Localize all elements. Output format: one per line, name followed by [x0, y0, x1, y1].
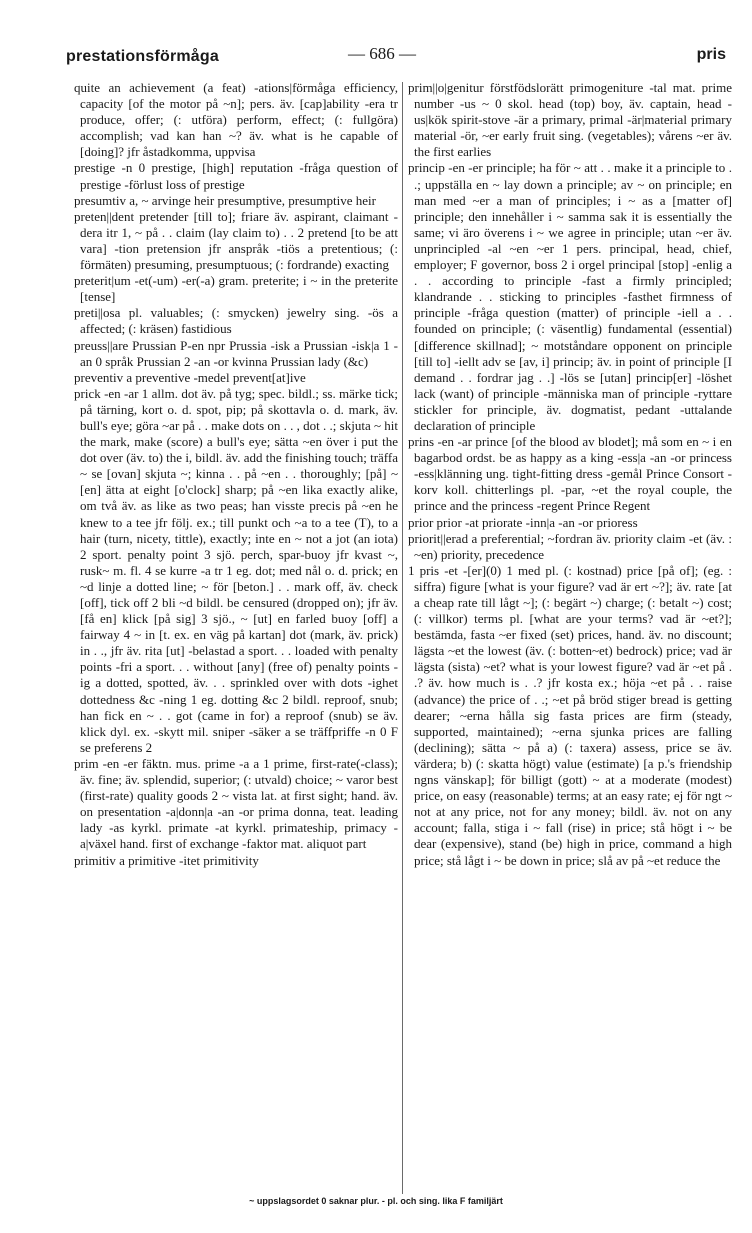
dictionary-entry: 1 pris -et -[er](0) 1 med pl. (: kostnad) price [på of]; (eg. : siffra) figure [what is your figure? vad är ert ~?]; äv. rate [at a cheap rate till lågt ~]; (: begärt ~) charge; (: betalt ~) cost; (: villkor) terms pl. [what are your terms? vad är ~et?]; bestämda, fasta ~er fixed (set) prices, hand. äv. no discount; lägsta ~et the lowest (äv. (: botten~et) bedrock) price; vad är lägsta (sista) ~et? what is your lowest figure? vad är ~et på . .? äv. how much is . .? jfr kosta ex.; höja ~et på . . raise (advance) the price of . .; ~et på bröd stiger bread is getting dearer; ~erna hålla sig fasta prices are firm (steady, supported, maintained); ~erna sjunka prices are falling (declining); sätta ~ på a) (: taxera) assess, price se äv. värdera; b) (: skatta högt) value (estimate) [a p.'s friendship ngns vänskap]; för billigt (gott) ~ at a moderate (modest) price, on easy (reasonable) terms; at an easy rate; ej för ngt ~ not at any price, not for any money; bildl. äv. not on any account; falla, stiga i ~ fall (rise) in price; stå högt i ~ be dear (expensive), stand (be) high in price, command a high price; stå lågt i ~ be down in price; slå av på ~et reduce the: [408, 562, 732, 868]
dictionary-entry: preuss||are Prussian P-en npr Prussia -isk a Prussian -isk|a 1 -an 0 språk Prussian 2 -an -or kvinna Prussian lady (&c): [74, 337, 398, 369]
dictionary-entry: presumtiv a, ~ arvinge heir presumptive, presumptive heir: [74, 192, 376, 208]
column-divider: [402, 82, 403, 1194]
dictionary-entry: preti||osa pl. valuables; (: smycken) jewelry sing. -ös a affected; (: kräsen) fastidious: [74, 305, 398, 337]
dictionary-entry: prick -en -ar 1 allm. dot äv. på tyg; spec. bildl.; ss. märke tick; på tärning, kort o. d. spot, pip; på skottavla o. d. mark, äv. bull's eye; göra ~ar på . . make dots on . . , dot . .; skjuta ~ hit the mark, make (score) a bull's eye; sätta ~en över i put the dot over (äv. to) the i, bildl. äv. add the finishing touch; träffa ~ se [ovan] skjuta ~; kinna . . på ~en . . thoroughly; [på] ~[en] ätta at eight [o'clock] sharp; på ~en lika exactly alike, om två äv. as like as two peas; han visste precis på ~en he knew to a tee jfr följ. ex.; till punkt och ~a to a tee (T), to a hair (turn, nicety, tittle), exactly; inte en ~ not a jot (an iota) 2 sport. penalty point 3 sjö. perch, spar-buoy jfr kvast ~, rusk~ m. fl. 4 se kurre -a tr 1 eg. dot; med nål o. d. prick; en ~d linje a dotted line; ~ för [beton.] . . mark off, äv. check [off], tick off 2 bli ~d bildl. be censured (dropped on); jfr äv. [få en] klick [på sig] 3 sjö., ~ [ut] en farled buoy [off] a fairway 4 ~ in [t. ex. en väg på kartan] dot (mark, äv. prick) in . ., jfr äv. rita [ut] -belastad a sport. . . loaded with penalty points -fri a sport. . . without [any] (free of) penalty points -ig a dotted, spotted, äv. . . sprinkled over with dots -ighet dottedness &c -ning 1 eg. dotting &c 2 bildl. reproof, snub; han fick en ~ . . got (came in for) a reproof (snub) se äv. klick dyl. ex. -skytt mil. sniper -säker a se träffpriffe -n 0 F se preferens 2: [74, 385, 398, 755]
dictionary-entry: preten||dent pretender [till to]; friare äv. aspirant, claimant -dera itr 1, ~ på . . claim (lay claim to) . . 2 pretend [to be att vara] -tion pretension jfr anspråk -tiös a pretentious; (: förmäten) presuming, presumptuous; (: fordrande) exacting: [74, 208, 398, 273]
dictionary-entry: princip -en -er principle; ha för ~ att . . make it a principle to . .; uppställa en ~ lay down a principle; av ~ on principle; en man med ~er a man of principles; i ~ as a [matter of] principle; den innehåller i ~ samma sak it is essentially the same; vi äro överens i ~ we agree in principle; utan ~er äv. unprincipled -al ~en ~er 1 pers. principal, head, chief, employer; F governor, boss 2 i orgel principal [stop] -enlig a . . according to principle -fast a firmly principled; klandrande . . sticking to principles -fasthet firmness of principle -fråga question (matter) of principle -iell a . . founded on principle; (: väsentlig) fundamental (essential) [difference skillnad]; ~ motståndare opponent on principle [till to] -iellt adv se [av, i] princip; äv. in point of principle [I demand . . fordrar jag . .] -lös se [utan] princip[er] -löshet lack (want) of principle -människa man of principle -ryttare stickler for principle, äv. dogmatist, pedant -uttalande declaration of principle: [408, 160, 732, 433]
dictionary-entry: prins -en -ar prince [of the blood av blodet]; må som en ~ i en bagarbod ordst. be as happy as a king -ess|a -an -or princess -ess|klänning ung. tight-fitting dress -gemål Prince Consort -korv koll. chitterlings pl. -par, ~et the royal couple, the prince and the princess -regent Prince Regent: [408, 434, 732, 514]
dictionary-entry: prior prior -at priorate -inn|a -an -or prioress: [408, 514, 638, 530]
page-number: — 686 —: [348, 44, 416, 63]
abbreviation-legend: ~ uppslagsordet 0 saknar plur. - pl. och sing. lika F familjärt: [249, 1196, 503, 1206]
running-head-right: pris: [696, 46, 726, 63]
dictionary-entry: prim||o|genitur förstfödslorätt primogeniture -tal mat. prime number -us ~ 0 skol. head (top) boy, äv. captain, head -us|kök spirit-stove -är a primary, primal -är|material primary material -ör, ~er early fruit sing. (vegetables); vårens ~er äv. the first earlies: [408, 80, 732, 160]
dictionary-entry: preterit|um -et(-um) -er(-a) gram. preterite; i ~ in the preterite [tense]: [74, 273, 398, 305]
dictionary-entry: priorit||erad a preferential; ~fordran äv. priority claim -et (äv. : ~en) priority, precedence: [408, 530, 732, 562]
page-header: [66, 38, 726, 78]
left-column: [74, 80, 398, 869]
dictionary-entry: prestige -n 0 prestige, [high] reputation -fråga question of prestige -förlust loss of prestige: [74, 160, 398, 192]
running-head-left: prestationsförmåga: [66, 48, 219, 65]
right-column: [408, 80, 732, 869]
dictionary-entry: primitiv a primitive -itet primitivity: [74, 852, 259, 868]
dictionary-entry: quite an achievement (a feat) -ations|förmåga efficiency, capacity [of the motor på ~n]; pers. äv. [cap]ability -era tr produce, offer; (: utföra) perform, effect; (: fullgöra) accomplish; vad kan han ~? äv. what is he capable of [doing]? jfr åstadkomma, uppvisa: [74, 80, 398, 160]
dictionary-entry: preventiv a preventive -medel prevent[at]ive: [74, 369, 306, 385]
dictionary-entry: prim -en -er fäktn. mus. prime -a a 1 prime, first-rate(-class); äv. fine; äv. splendid, superior; (: utvald) choice; ~ varor best (first-rate) quality goods 2 ~ vista lat. at first sight; hand. äv. on presentation -a|donn|a -an -or prima donna, teat. leading lady -as kyrkl. primate -at kyrkl. primateship, primacy -a|växel hand. first of exchange -faktor mat. aliquot part: [74, 755, 398, 852]
